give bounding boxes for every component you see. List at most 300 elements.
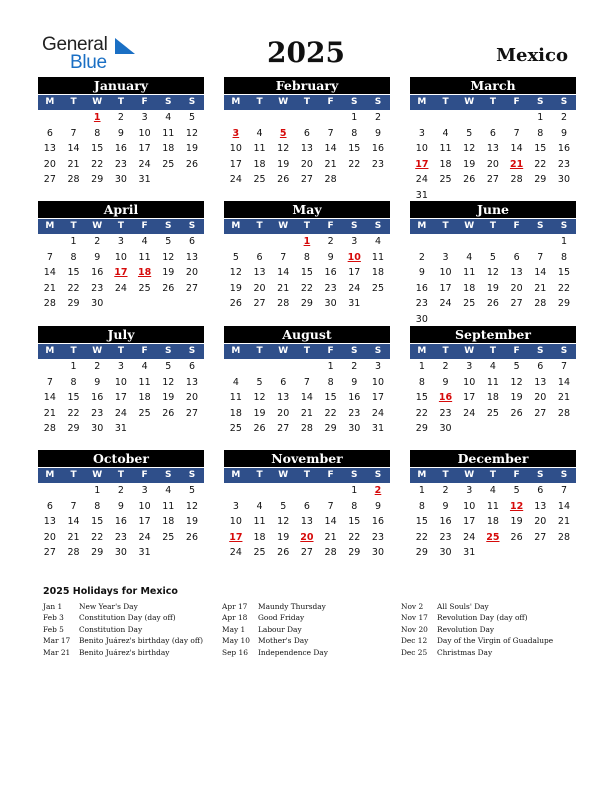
holiday-date-cell: 17 <box>229 531 243 543</box>
date-cell <box>248 483 272 499</box>
weekday-label: T <box>70 221 77 231</box>
date-cell: 25 <box>138 407 151 419</box>
date-cell: 1 <box>70 236 77 247</box>
date-cell: 26 <box>162 282 175 294</box>
date-cell: 18 <box>229 407 242 419</box>
date-cell: 20 <box>43 531 56 543</box>
holiday-date: Dec 12 <box>401 636 428 646</box>
date-cell: 20 <box>300 158 313 170</box>
weekday-label: M <box>231 221 241 231</box>
date-cell: 3 <box>418 127 425 139</box>
date-cell: 30 <box>91 298 104 309</box>
holiday-date: Mar 17 <box>43 636 71 646</box>
weekday-header-row <box>38 467 204 483</box>
date-cell <box>271 234 295 250</box>
weekday-header-row <box>224 94 390 110</box>
date-cell <box>271 359 295 375</box>
weekday-label: T <box>303 346 310 356</box>
date-cell: 15 <box>557 267 571 278</box>
date-cell: 12 <box>185 500 199 512</box>
weekday-label: F <box>513 221 520 231</box>
date-cell: 1 <box>70 361 77 372</box>
date-cell: 24 <box>463 531 476 543</box>
date-cell: 13 <box>300 143 313 154</box>
date-cell: 28 <box>557 531 571 543</box>
date-cell: 30 <box>114 547 127 558</box>
date-cell: 10 <box>463 500 476 512</box>
weekday-header-row <box>410 218 576 234</box>
weekday-label: S <box>188 346 196 356</box>
date-cell: 5 <box>256 376 263 388</box>
holiday-name: Labour Day <box>258 624 302 634</box>
weekday-label: W <box>464 346 475 356</box>
date-cell: 15 <box>534 143 547 154</box>
date-cell: 28 <box>277 298 290 309</box>
date-cell: 13 <box>486 143 499 154</box>
date-cell: 23 <box>439 531 452 543</box>
date-cell <box>366 172 390 188</box>
week-row <box>38 421 204 437</box>
date-cell: 6 <box>46 127 53 139</box>
month-header: January <box>38 77 204 94</box>
holiday-entry <box>222 601 328 612</box>
date-cell: 14 <box>557 500 571 512</box>
date-cell: 1 <box>94 485 101 496</box>
weekday-label: W <box>278 97 289 107</box>
date-cell: 22 <box>348 531 361 543</box>
holiday-name: Mother's Day <box>258 636 309 646</box>
date-cell: 29 <box>534 174 547 185</box>
date-cell: 19 <box>253 407 266 419</box>
date-cell: 27 <box>185 407 199 419</box>
date-cell: 24 <box>229 174 242 185</box>
date-cell: 20 <box>534 516 547 527</box>
holiday-entry <box>222 647 328 658</box>
date-cell: 13 <box>534 376 547 388</box>
week-row <box>38 406 204 422</box>
date-cell: 18 <box>371 267 385 278</box>
date-cell: 9 <box>117 500 124 512</box>
holiday-entry <box>43 601 203 612</box>
weekday-label: S <box>165 221 172 231</box>
date-cell: 14 <box>43 267 56 278</box>
date-cell: 10 <box>439 267 452 278</box>
date-cell: 24 <box>229 547 242 558</box>
date-cell <box>295 483 319 499</box>
weekday-header-row <box>410 94 576 110</box>
date-cell: 26 <box>253 423 266 434</box>
date-cell: 26 <box>277 547 290 558</box>
date-cell: 29 <box>67 423 80 434</box>
holiday-date-cell: 2 <box>374 485 382 496</box>
weekday-label: T <box>70 97 77 107</box>
date-cell: 28 <box>324 174 337 185</box>
date-cell: 6 <box>537 485 544 496</box>
date-cell <box>342 172 366 188</box>
date-cell: 15 <box>324 392 337 403</box>
holiday-name: All Souls' Day <box>437 602 489 611</box>
date-cell <box>410 234 434 250</box>
date-cell <box>410 110 434 126</box>
week-row <box>224 296 390 312</box>
date-cell: 4 <box>232 376 239 388</box>
date-cell: 7 <box>70 500 77 512</box>
date-cell: 28 <box>67 547 80 558</box>
holiday-entry <box>401 635 553 646</box>
date-cell: 30 <box>415 313 428 325</box>
date-cell: 9 <box>418 267 425 278</box>
date-cell: 25 <box>253 547 266 558</box>
date-cell: 21 <box>277 282 290 294</box>
date-cell: 19 <box>486 282 499 294</box>
week-row <box>224 172 390 188</box>
week-row <box>224 406 390 422</box>
date-cell <box>38 483 62 499</box>
weekday-label: T <box>489 221 496 231</box>
date-cell: 8 <box>418 376 425 388</box>
date-cell: 3 <box>442 251 449 263</box>
date-cell: 12 <box>185 127 199 139</box>
weekday-label: T <box>70 346 77 356</box>
holiday-date: Nov 17 <box>401 613 428 623</box>
date-cell: 2 <box>351 361 358 372</box>
date-cell: 23 <box>415 298 428 309</box>
holiday-date-cell: 17 <box>415 158 429 170</box>
date-cell <box>481 312 505 328</box>
date-cell: 2 <box>94 236 101 247</box>
date-cell: 2 <box>327 236 334 247</box>
date-cell: 12 <box>277 516 290 527</box>
date-cell: 11 <box>253 516 266 527</box>
weekday-label: S <box>537 221 544 231</box>
date-cell: 14 <box>510 143 523 154</box>
month-header: April <box>38 201 204 218</box>
holiday-date-cell: 12 <box>509 500 524 512</box>
date-cell: 24 <box>114 407 127 419</box>
month-header: September <box>410 326 576 343</box>
weekday-label: F <box>513 470 520 480</box>
date-cell: 26 <box>486 298 499 309</box>
weekday-label: M <box>231 346 241 356</box>
date-cell <box>481 545 505 561</box>
date-cell: 6 <box>256 251 263 263</box>
weekday-label: S <box>351 346 358 356</box>
holiday-name: Christmas Day <box>437 647 493 657</box>
date-cell: 4 <box>489 361 496 372</box>
date-cell <box>180 421 204 437</box>
week-row <box>38 234 204 250</box>
date-cell: 14 <box>557 376 571 388</box>
date-cell: 12 <box>277 143 290 154</box>
date-cell: 1 <box>537 112 544 123</box>
date-cell <box>224 359 248 375</box>
weekday-label: M <box>45 221 55 231</box>
date-cell: 16 <box>348 392 361 403</box>
date-cell: 19 <box>229 282 242 294</box>
date-cell: 21 <box>300 407 313 419</box>
date-cell: 6 <box>489 127 496 139</box>
date-cell: 18 <box>253 158 266 170</box>
date-cell: 22 <box>91 158 104 170</box>
date-cell: 2 <box>374 112 381 123</box>
date-cell: 13 <box>43 516 56 527</box>
date-cell: 14 <box>324 516 337 527</box>
date-cell: 2 <box>117 112 124 123</box>
date-cell: 27 <box>510 298 523 309</box>
date-cell <box>552 545 576 561</box>
date-cell: 7 <box>70 127 77 139</box>
weekday-label: W <box>464 221 475 231</box>
weekday-label: S <box>165 346 172 356</box>
weekday-label: F <box>141 470 148 480</box>
date-cell: 25 <box>486 407 499 419</box>
week-row <box>38 141 204 157</box>
date-cell: 21 <box>324 158 337 170</box>
week-row <box>38 483 204 499</box>
date-cell: 16 <box>371 516 385 527</box>
date-cell: 1 <box>418 361 425 372</box>
date-cell: 6 <box>303 500 310 512</box>
date-cell: 16 <box>371 143 385 154</box>
week-row <box>410 250 576 266</box>
date-cell: 24 <box>415 174 428 185</box>
date-cell: 17 <box>348 267 361 278</box>
date-cell: 17 <box>114 392 127 403</box>
date-cell: 21 <box>324 531 337 543</box>
weekday-header-row <box>38 94 204 110</box>
date-cell: 8 <box>327 376 334 388</box>
date-cell: 27 <box>300 174 313 185</box>
date-cell: 17 <box>138 516 151 527</box>
date-cell: 14 <box>67 143 80 154</box>
week-row <box>224 281 390 297</box>
date-cell: 9 <box>94 376 101 388</box>
date-cell <box>180 296 204 312</box>
date-cell: 20 <box>253 282 266 294</box>
date-cell: 29 <box>415 547 428 558</box>
date-cell <box>156 545 180 561</box>
date-cell: 31 <box>114 423 127 434</box>
holiday-date-cell: 3 <box>232 127 240 139</box>
date-cell: 24 <box>439 298 452 309</box>
weekday-header-row <box>38 343 204 359</box>
date-cell: 3 <box>374 361 381 372</box>
month-january <box>38 77 204 188</box>
date-cell: 10 <box>229 143 242 154</box>
date-cell <box>271 110 295 126</box>
date-cell <box>295 110 319 126</box>
week-row <box>38 265 204 281</box>
date-cell: 3 <box>141 485 148 496</box>
week-row <box>410 281 576 297</box>
holiday-date-cell: 16 <box>438 392 453 403</box>
weekday-label: W <box>278 221 289 231</box>
holiday-entry <box>43 635 203 646</box>
holiday-date: Sep 16 <box>222 647 248 657</box>
holiday-name: Good Friday <box>258 613 305 623</box>
date-cell <box>528 421 552 437</box>
weekday-header-row <box>38 218 204 234</box>
month-header: August <box>224 326 390 343</box>
date-cell: 17 <box>229 158 242 170</box>
date-cell <box>481 234 505 250</box>
holiday-name: Benito Juárez's birthday (day off) <box>79 636 203 646</box>
date-cell: 21 <box>43 407 56 419</box>
date-cell: 1 <box>327 361 334 372</box>
date-cell: 22 <box>348 158 361 170</box>
weekday-label: M <box>417 97 427 107</box>
date-cell <box>180 545 204 561</box>
date-cell: 2 <box>442 485 449 496</box>
date-cell: 22 <box>67 282 80 294</box>
month-november <box>224 450 390 561</box>
date-cell: 25 <box>439 174 452 185</box>
holiday-entry <box>401 601 553 612</box>
date-cell: 7 <box>560 361 567 372</box>
week-row <box>38 530 204 546</box>
date-cell: 7 <box>327 127 334 139</box>
week-row <box>410 545 576 561</box>
logo-word-blue: Blue <box>70 52 107 73</box>
date-cell: 31 <box>348 298 361 309</box>
week-row <box>224 421 390 437</box>
month-header: October <box>38 450 204 467</box>
date-cell: 16 <box>415 282 428 294</box>
holiday-entry <box>401 612 553 623</box>
weekday-label: W <box>278 470 289 480</box>
holiday-name: Independence Day <box>258 647 328 657</box>
date-cell: 27 <box>277 423 290 434</box>
weekday-label: W <box>464 470 475 480</box>
week-row <box>410 483 576 499</box>
week-row <box>38 514 204 530</box>
weekday-label: S <box>188 97 196 107</box>
month-header: June <box>410 201 576 218</box>
date-cell: 8 <box>94 500 101 512</box>
date-cell: 18 <box>162 516 175 527</box>
date-cell: 22 <box>91 531 104 543</box>
week-row <box>410 390 576 406</box>
date-cell: 25 <box>162 531 175 543</box>
date-cell <box>295 359 319 375</box>
date-cell: 22 <box>324 407 337 419</box>
week-row <box>224 157 390 173</box>
date-cell: 3 <box>466 485 473 496</box>
date-cell: 23 <box>324 282 337 294</box>
month-may <box>224 201 390 312</box>
date-cell: 30 <box>371 547 385 558</box>
weekday-label: W <box>92 221 103 231</box>
date-cell: 12 <box>510 376 523 388</box>
date-cell: 30 <box>324 298 337 309</box>
date-cell: 13 <box>43 143 56 154</box>
date-cell: 2 <box>442 361 449 372</box>
weekday-header-row <box>410 467 576 483</box>
date-cell: 27 <box>43 547 56 558</box>
date-cell: 18 <box>253 531 266 543</box>
weekday-header-row <box>224 343 390 359</box>
date-cell: 25 <box>463 298 476 309</box>
date-cell: 8 <box>70 251 77 263</box>
weekday-label: T <box>442 97 449 107</box>
date-cell: 26 <box>185 158 199 170</box>
date-cell: 16 <box>439 516 452 527</box>
weekday-label: M <box>45 97 55 107</box>
date-cell <box>319 483 343 499</box>
holiday-date-cell: 5 <box>279 127 287 139</box>
date-cell <box>248 234 272 250</box>
holiday-date: Nov 20 <box>401 624 428 634</box>
date-cell <box>434 110 458 126</box>
weekday-label: T <box>442 346 449 356</box>
holiday-date-cell: 20 <box>300 531 314 543</box>
weekday-label: T <box>117 346 124 356</box>
date-cell: 4 <box>141 236 148 247</box>
date-cell: 19 <box>277 531 290 543</box>
date-cell: 13 <box>510 267 523 278</box>
date-cell: 25 <box>371 282 385 294</box>
date-cell: 1 <box>560 236 567 247</box>
date-cell: 21 <box>67 531 80 543</box>
weekday-label: F <box>513 97 520 107</box>
date-cell: 12 <box>229 267 242 278</box>
date-cell: 7 <box>560 485 567 496</box>
date-cell: 29 <box>348 547 361 558</box>
month-header: March <box>410 77 576 94</box>
weekday-label: T <box>256 221 263 231</box>
holiday-column <box>43 601 203 658</box>
weekday-label: T <box>489 346 496 356</box>
month-august <box>224 326 390 437</box>
week-row <box>224 234 390 250</box>
date-cell: 18 <box>463 282 476 294</box>
date-cell: 23 <box>114 158 127 170</box>
date-cell: 16 <box>114 516 127 527</box>
date-cell: 22 <box>415 531 428 543</box>
date-cell: 14 <box>67 516 80 527</box>
weekday-label: M <box>417 221 427 231</box>
week-row <box>410 296 576 312</box>
date-cell <box>224 234 248 250</box>
date-cell: 29 <box>557 298 571 309</box>
month-june <box>410 201 576 327</box>
weekday-label: S <box>351 97 358 107</box>
date-cell: 30 <box>557 174 571 185</box>
weekday-label: T <box>489 97 496 107</box>
holiday-entry <box>43 624 203 635</box>
date-cell: 6 <box>188 361 195 372</box>
month-header: May <box>224 201 390 218</box>
date-cell: 23 <box>557 158 571 170</box>
date-cell: 24 <box>138 531 151 543</box>
weekday-label: W <box>464 97 475 107</box>
weekday-label: F <box>327 346 334 356</box>
holiday-date: May 10 <box>222 636 250 646</box>
date-cell: 31 <box>138 547 151 558</box>
date-cell: 19 <box>510 516 523 527</box>
date-cell: 2 <box>117 485 124 496</box>
date-cell: 7 <box>537 251 544 263</box>
date-cell: 17 <box>138 143 151 154</box>
date-cell <box>366 296 390 312</box>
date-cell: 22 <box>300 282 313 294</box>
date-cell: 20 <box>43 158 56 170</box>
holiday-date-cell: 17 <box>114 267 128 278</box>
date-cell: 1 <box>418 485 425 496</box>
date-cell: 30 <box>439 423 452 434</box>
date-cell: 15 <box>67 267 80 278</box>
date-cell: 5 <box>188 485 195 496</box>
